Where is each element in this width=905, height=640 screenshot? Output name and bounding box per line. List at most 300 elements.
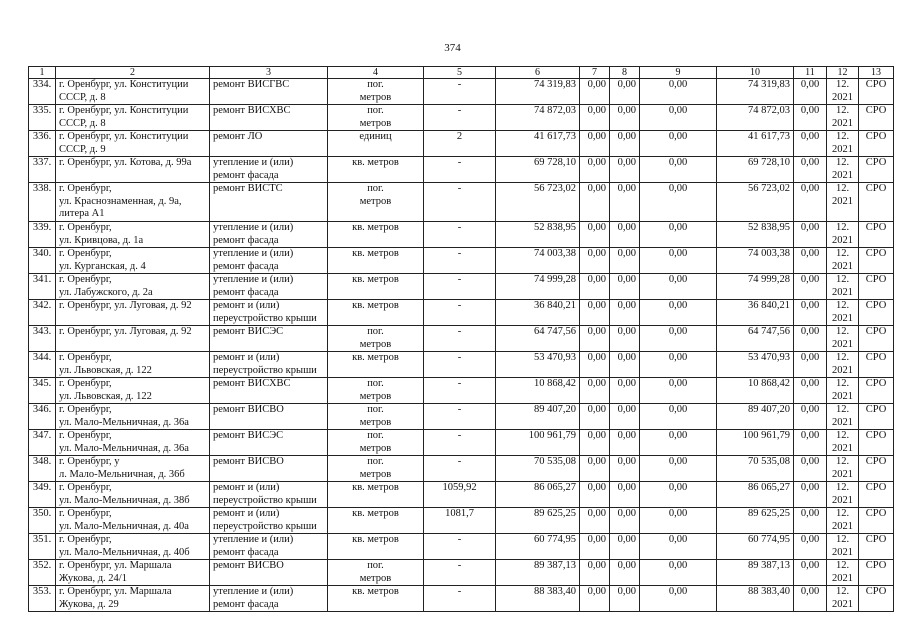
row-number-cell: 347.: [29, 430, 56, 456]
col9-cell: 0,00: [640, 456, 717, 482]
address-cell: [56, 157, 210, 183]
organization-cell: СРО: [859, 508, 894, 534]
cell-line: переустройство крыши: [213, 520, 317, 532]
cell-line: СССР, д. 8: [59, 117, 106, 129]
cell-line: 2021: [832, 468, 853, 480]
work-type-cell: [210, 105, 328, 131]
col9-cell: 0,00: [640, 560, 717, 586]
cell-line: ремонт ЛО: [213, 131, 263, 142]
quantity-cell: -: [424, 300, 496, 326]
work-type-cell: [210, 586, 328, 612]
total-cost-cell: 89 387,13: [496, 560, 580, 586]
cell-line: г. Оренбург, ул. Луговая, д. 92: [59, 300, 192, 311]
col10-cell: 74 999,28: [717, 274, 794, 300]
column-header: 5: [424, 67, 496, 79]
cell-line: пог.: [367, 430, 384, 441]
cell-line: 12.: [835, 378, 850, 389]
row-number-cell: 343.: [29, 326, 56, 352]
col9-cell: 0,00: [640, 534, 717, 560]
unit-cell: [328, 183, 424, 222]
cell-line: ремонт и (или): [213, 482, 280, 493]
address-cell: [56, 105, 210, 131]
col7-cell: 0,00: [580, 157, 610, 183]
col10-cell: 74 003,38: [717, 248, 794, 274]
organization-cell: СРО: [859, 430, 894, 456]
cell-line: Жукова, д. 24/1: [59, 572, 127, 584]
cell-line: кв. метров: [352, 586, 399, 597]
completion-date-cell: [827, 131, 859, 157]
completion-date-cell: [827, 482, 859, 508]
cell-line: пог.: [367, 456, 384, 467]
cell-line: метров: [359, 390, 392, 402]
col10-cell: 74 872,03: [717, 105, 794, 131]
col8-cell: 0,00: [610, 430, 640, 456]
col11-cell: 0,00: [794, 482, 827, 508]
cell-line: пог.: [367, 183, 384, 194]
table-row: [29, 560, 894, 586]
col7-cell: 0,00: [580, 248, 610, 274]
work-type-cell: [210, 79, 328, 105]
col11-cell: 0,00: [794, 404, 827, 430]
cell-line: утепление и (или): [213, 157, 294, 168]
row-number-cell: 351.: [29, 534, 56, 560]
col9-cell: 0,00: [640, 274, 717, 300]
col8-cell: 0,00: [610, 404, 640, 430]
quantity-cell: -: [424, 586, 496, 612]
col8-cell: 0,00: [610, 586, 640, 612]
work-type-cell: [210, 274, 328, 300]
work-type-cell: [210, 131, 328, 157]
col7-cell: 0,00: [580, 105, 610, 131]
organization-cell: СРО: [859, 79, 894, 105]
cell-line: кв. метров: [352, 300, 399, 311]
completion-date-cell: [827, 300, 859, 326]
table-row: [29, 222, 894, 248]
row-number-cell: 336.: [29, 131, 56, 157]
completion-date-cell: [827, 248, 859, 274]
cell-line: пог.: [367, 560, 384, 571]
cell-line: метров: [359, 117, 392, 129]
col7-cell: 0,00: [580, 560, 610, 586]
table-row: [29, 456, 894, 482]
total-cost-cell: 70 535,08: [496, 456, 580, 482]
cell-line: 2021: [832, 260, 853, 272]
col11-cell: 0,00: [794, 326, 827, 352]
cell-line: метров: [359, 338, 392, 350]
col7-cell: 0,00: [580, 404, 610, 430]
row-number-cell: 341.: [29, 274, 56, 300]
cell-line: переустройство крыши: [213, 312, 317, 324]
col11-cell: 0,00: [794, 105, 827, 131]
total-cost-cell: 10 868,42: [496, 378, 580, 404]
cell-line: 2021: [832, 520, 853, 532]
cell-line: пог.: [367, 404, 384, 415]
address-cell: [56, 560, 210, 586]
completion-date-cell: [827, 222, 859, 248]
column-header: 10: [717, 67, 794, 79]
cell-line: кв. метров: [352, 274, 399, 285]
total-cost-cell: 100 961,79: [496, 430, 580, 456]
cell-line: 12.: [835, 326, 850, 337]
organization-cell: СРО: [859, 326, 894, 352]
cell-line: ул. Курганская, д. 4: [59, 260, 146, 272]
address-cell: [56, 404, 210, 430]
cell-line: г. Оренбург,: [59, 482, 112, 493]
cell-line: 2021: [832, 91, 853, 103]
cell-line: переустройство крыши: [213, 494, 317, 506]
address-cell: [56, 79, 210, 105]
table-row: [29, 430, 894, 456]
cell-line: г. Оренбург, ул. Котова, д. 99а: [59, 157, 192, 168]
column-header: 6: [496, 67, 580, 79]
col9-cell: 0,00: [640, 79, 717, 105]
cell-line: г. Оренбург,: [59, 378, 112, 389]
address-cell: [56, 183, 210, 222]
col10-cell: 56 723,02: [717, 183, 794, 222]
cell-line: метров: [359, 91, 392, 103]
col8-cell: 0,00: [610, 560, 640, 586]
quantity-cell: -: [424, 430, 496, 456]
cell-line: 12.: [835, 79, 850, 90]
address-cell: [56, 482, 210, 508]
col8-cell: 0,00: [610, 183, 640, 222]
row-number-cell: 338.: [29, 183, 56, 222]
col7-cell: 0,00: [580, 456, 610, 482]
completion-date-cell: [827, 105, 859, 131]
row-number-cell: 349.: [29, 482, 56, 508]
cell-line: метров: [359, 416, 392, 428]
cell-line: Жукова, д. 29: [59, 598, 119, 610]
col8-cell: 0,00: [610, 131, 640, 157]
col8-cell: 0,00: [610, 456, 640, 482]
col11-cell: 0,00: [794, 274, 827, 300]
col9-cell: 0,00: [640, 482, 717, 508]
row-number-cell: 353.: [29, 586, 56, 612]
col9-cell: 0,00: [640, 248, 717, 274]
cell-line: пог.: [367, 378, 384, 389]
cell-line: ул. Краснознаменная, д. 9а,: [59, 195, 182, 207]
col7-cell: 0,00: [580, 274, 610, 300]
total-cost-cell: 74 999,28: [496, 274, 580, 300]
organization-cell: СРО: [859, 300, 894, 326]
cell-line: 12.: [835, 248, 850, 259]
cell-line: г. Оренбург,: [59, 430, 112, 441]
table-row: [29, 404, 894, 430]
cell-line: 12.: [835, 534, 850, 545]
completion-date-cell: [827, 456, 859, 482]
col8-cell: 0,00: [610, 222, 640, 248]
address-cell: [56, 456, 210, 482]
col10-cell: 69 728,10: [717, 157, 794, 183]
register-table: [28, 66, 894, 612]
address-cell: [56, 222, 210, 248]
cell-line: 2021: [832, 364, 853, 376]
cell-line: г. Оренбург,: [59, 404, 112, 415]
organization-cell: СРО: [859, 274, 894, 300]
col7-cell: 0,00: [580, 482, 610, 508]
organization-cell: СРО: [859, 404, 894, 430]
work-type-cell: [210, 508, 328, 534]
cell-line: утепление и (или): [213, 586, 294, 597]
cell-line: кв. метров: [352, 482, 399, 493]
col8-cell: 0,00: [610, 157, 640, 183]
quantity-cell: -: [424, 404, 496, 430]
cell-line: ремонт и (или): [213, 352, 280, 363]
organization-cell: СРО: [859, 183, 894, 222]
completion-date-cell: [827, 430, 859, 456]
cell-line: ул. Мало-Мельничная, д. 40а: [59, 520, 189, 532]
col8-cell: 0,00: [610, 248, 640, 274]
col9-cell: 0,00: [640, 222, 717, 248]
address-cell: [56, 300, 210, 326]
completion-date-cell: [827, 378, 859, 404]
cell-line: г. Оренбург,: [59, 534, 112, 545]
cell-line: 2021: [832, 390, 853, 402]
col9-cell: 0,00: [640, 326, 717, 352]
total-cost-cell: 64 747,56: [496, 326, 580, 352]
table-row: [29, 274, 894, 300]
work-type-cell: [210, 157, 328, 183]
column-header: 9: [640, 67, 717, 79]
cell-line: г. Оренбург, ул. Конституции: [59, 79, 189, 90]
unit-cell: [328, 105, 424, 131]
cell-line: пог.: [367, 105, 384, 116]
table-row: [29, 482, 894, 508]
col9-cell: 0,00: [640, 157, 717, 183]
completion-date-cell: [827, 157, 859, 183]
completion-date-cell: [827, 586, 859, 612]
column-header: 11: [794, 67, 827, 79]
cell-line: 2021: [832, 494, 853, 506]
col7-cell: 0,00: [580, 79, 610, 105]
unit-cell: [328, 79, 424, 105]
cell-line: 2021: [832, 234, 853, 246]
cell-line: утепление и (или): [213, 534, 294, 545]
cell-line: ремонт ВИСВО: [213, 456, 284, 467]
total-cost-cell: 86 065,27: [496, 482, 580, 508]
cell-line: 12.: [835, 352, 850, 363]
completion-date-cell: [827, 326, 859, 352]
total-cost-cell: 41 617,73: [496, 131, 580, 157]
column-header: 1: [29, 67, 56, 79]
total-cost-cell: 89 407,20: [496, 404, 580, 430]
cell-line: г. Оренбург,: [59, 352, 112, 363]
cell-line: ул. Мало-Мельничная, д. 38б: [59, 494, 190, 506]
cell-line: утепление и (или): [213, 274, 294, 285]
cell-line: 12.: [835, 157, 850, 168]
unit-cell: [328, 404, 424, 430]
cell-line: переустройство крыши: [213, 364, 317, 376]
cell-line: 2021: [832, 286, 853, 298]
cell-line: ремонт фасада: [213, 546, 279, 558]
col9-cell: 0,00: [640, 378, 717, 404]
address-cell: [56, 508, 210, 534]
table-row: [29, 300, 894, 326]
cell-line: ремонт ВИСВО: [213, 560, 284, 571]
page-number: 374: [444, 42, 461, 54]
column-header: 7: [580, 67, 610, 79]
completion-date-cell: [827, 183, 859, 222]
cell-line: 2021: [832, 442, 853, 454]
row-number-cell: 342.: [29, 300, 56, 326]
quantity-cell: -: [424, 248, 496, 274]
address-cell: [56, 248, 210, 274]
work-type-cell: [210, 183, 328, 222]
col7-cell: 0,00: [580, 586, 610, 612]
cell-line: 2021: [832, 312, 853, 324]
unit-cell: [328, 378, 424, 404]
cell-line: ремонт ВИСГВС: [213, 79, 290, 90]
col9-cell: 0,00: [640, 105, 717, 131]
address-cell: [56, 274, 210, 300]
cell-line: ул. Лабужского, д. 2а: [59, 286, 153, 298]
total-cost-cell: 74 872,03: [496, 105, 580, 131]
organization-cell: СРО: [859, 586, 894, 612]
column-header: 3: [210, 67, 328, 79]
quantity-cell: -: [424, 274, 496, 300]
cell-line: ул. Мало-Мельничная, д. 36а: [59, 416, 189, 428]
unit-cell: [328, 508, 424, 534]
cell-line: ремонт ВИСТС: [213, 183, 283, 194]
quantity-cell: -: [424, 560, 496, 586]
col10-cell: 64 747,56: [717, 326, 794, 352]
cell-line: 12.: [835, 183, 850, 194]
work-type-cell: [210, 482, 328, 508]
col7-cell: 0,00: [580, 508, 610, 534]
cell-line: ул. Кривцова, д. 1а: [59, 234, 144, 246]
address-cell: [56, 586, 210, 612]
cell-line: литера А1: [59, 208, 105, 219]
unit-cell: [328, 326, 424, 352]
unit-cell: [328, 586, 424, 612]
cell-line: г. Оренбург,: [59, 183, 112, 194]
table-row: [29, 586, 894, 612]
cell-line: 2021: [832, 416, 853, 428]
row-number-cell: 350.: [29, 508, 56, 534]
cell-line: ул. Мало-Мельничная, д. 40б: [59, 546, 190, 558]
col8-cell: 0,00: [610, 300, 640, 326]
cell-line: 2021: [832, 338, 853, 350]
col8-cell: 0,00: [610, 378, 640, 404]
cell-line: 12.: [835, 508, 850, 519]
cell-line: утепление и (или): [213, 222, 294, 233]
col7-cell: 0,00: [580, 352, 610, 378]
col11-cell: 0,00: [794, 430, 827, 456]
table-row: [29, 157, 894, 183]
col11-cell: 0,00: [794, 456, 827, 482]
organization-cell: СРО: [859, 352, 894, 378]
organization-cell: СРО: [859, 222, 894, 248]
total-cost-cell: 74 319,83: [496, 79, 580, 105]
quantity-cell: -: [424, 534, 496, 560]
cell-line: ремонт и (или): [213, 300, 280, 311]
unit-cell: [328, 352, 424, 378]
cell-line: метров: [359, 468, 392, 480]
completion-date-cell: [827, 79, 859, 105]
column-number-row: [29, 67, 894, 79]
cell-line: г. Оренбург,: [59, 508, 112, 519]
total-cost-cell: 89 625,25: [496, 508, 580, 534]
row-number-cell: 345.: [29, 378, 56, 404]
row-number-cell: 335.: [29, 105, 56, 131]
unit-cell: [328, 131, 424, 157]
col8-cell: 0,00: [610, 105, 640, 131]
cell-line: 2021: [832, 169, 853, 181]
cell-line: г. Оренбург, ул. Маршала: [59, 586, 172, 597]
cell-line: 2021: [832, 143, 853, 155]
col9-cell: 0,00: [640, 131, 717, 157]
cell-line: ремонт фасада: [213, 260, 279, 272]
column-header: 12: [827, 67, 859, 79]
cell-line: ремонт фасада: [213, 234, 279, 246]
table-row: [29, 378, 894, 404]
col9-cell: 0,00: [640, 352, 717, 378]
row-number-cell: 340.: [29, 248, 56, 274]
col9-cell: 0,00: [640, 183, 717, 222]
cell-line: ремонт ВИСХВС: [213, 378, 291, 389]
address-cell: [56, 430, 210, 456]
cell-line: 12.: [835, 300, 850, 311]
col8-cell: 0,00: [610, 482, 640, 508]
column-header: 13: [859, 67, 894, 79]
unit-cell: [328, 157, 424, 183]
completion-date-cell: [827, 274, 859, 300]
table-row: [29, 326, 894, 352]
work-type-cell: [210, 326, 328, 352]
cell-line: метров: [359, 572, 392, 584]
unit-cell: [328, 534, 424, 560]
work-type-cell: [210, 222, 328, 248]
row-number-cell: 337.: [29, 157, 56, 183]
quantity-cell: -: [424, 79, 496, 105]
col11-cell: 0,00: [794, 508, 827, 534]
unit-cell: [328, 222, 424, 248]
completion-date-cell: [827, 352, 859, 378]
col7-cell: 0,00: [580, 183, 610, 222]
organization-cell: СРО: [859, 560, 894, 586]
table-row: [29, 248, 894, 274]
col8-cell: 0,00: [610, 534, 640, 560]
cell-line: пог.: [367, 326, 384, 337]
quantity-cell: -: [424, 105, 496, 131]
total-cost-cell: 56 723,02: [496, 183, 580, 222]
cell-line: СССР, д. 8: [59, 91, 106, 103]
col11-cell: 0,00: [794, 534, 827, 560]
row-number-cell: 334.: [29, 79, 56, 105]
table-row: [29, 131, 894, 157]
cell-line: кв. метров: [352, 508, 399, 519]
work-type-cell: [210, 352, 328, 378]
cell-line: ремонт ВИСЭС: [213, 430, 284, 441]
col11-cell: 0,00: [794, 378, 827, 404]
cell-line: единиц: [359, 131, 392, 142]
cell-line: 12.: [835, 222, 850, 233]
total-cost-cell: 69 728,10: [496, 157, 580, 183]
quantity-cell: -: [424, 456, 496, 482]
cell-line: метров: [359, 442, 392, 454]
col10-cell: 74 319,83: [717, 79, 794, 105]
col10-cell: 89 387,13: [717, 560, 794, 586]
col7-cell: 0,00: [580, 534, 610, 560]
cell-line: ремонт фасада: [213, 286, 279, 298]
cell-line: кв. метров: [352, 222, 399, 233]
col11-cell: 0,00: [794, 248, 827, 274]
organization-cell: СРО: [859, 248, 894, 274]
organization-cell: СРО: [859, 131, 894, 157]
table-row: [29, 508, 894, 534]
col11-cell: 0,00: [794, 586, 827, 612]
col10-cell: 86 065,27: [717, 482, 794, 508]
